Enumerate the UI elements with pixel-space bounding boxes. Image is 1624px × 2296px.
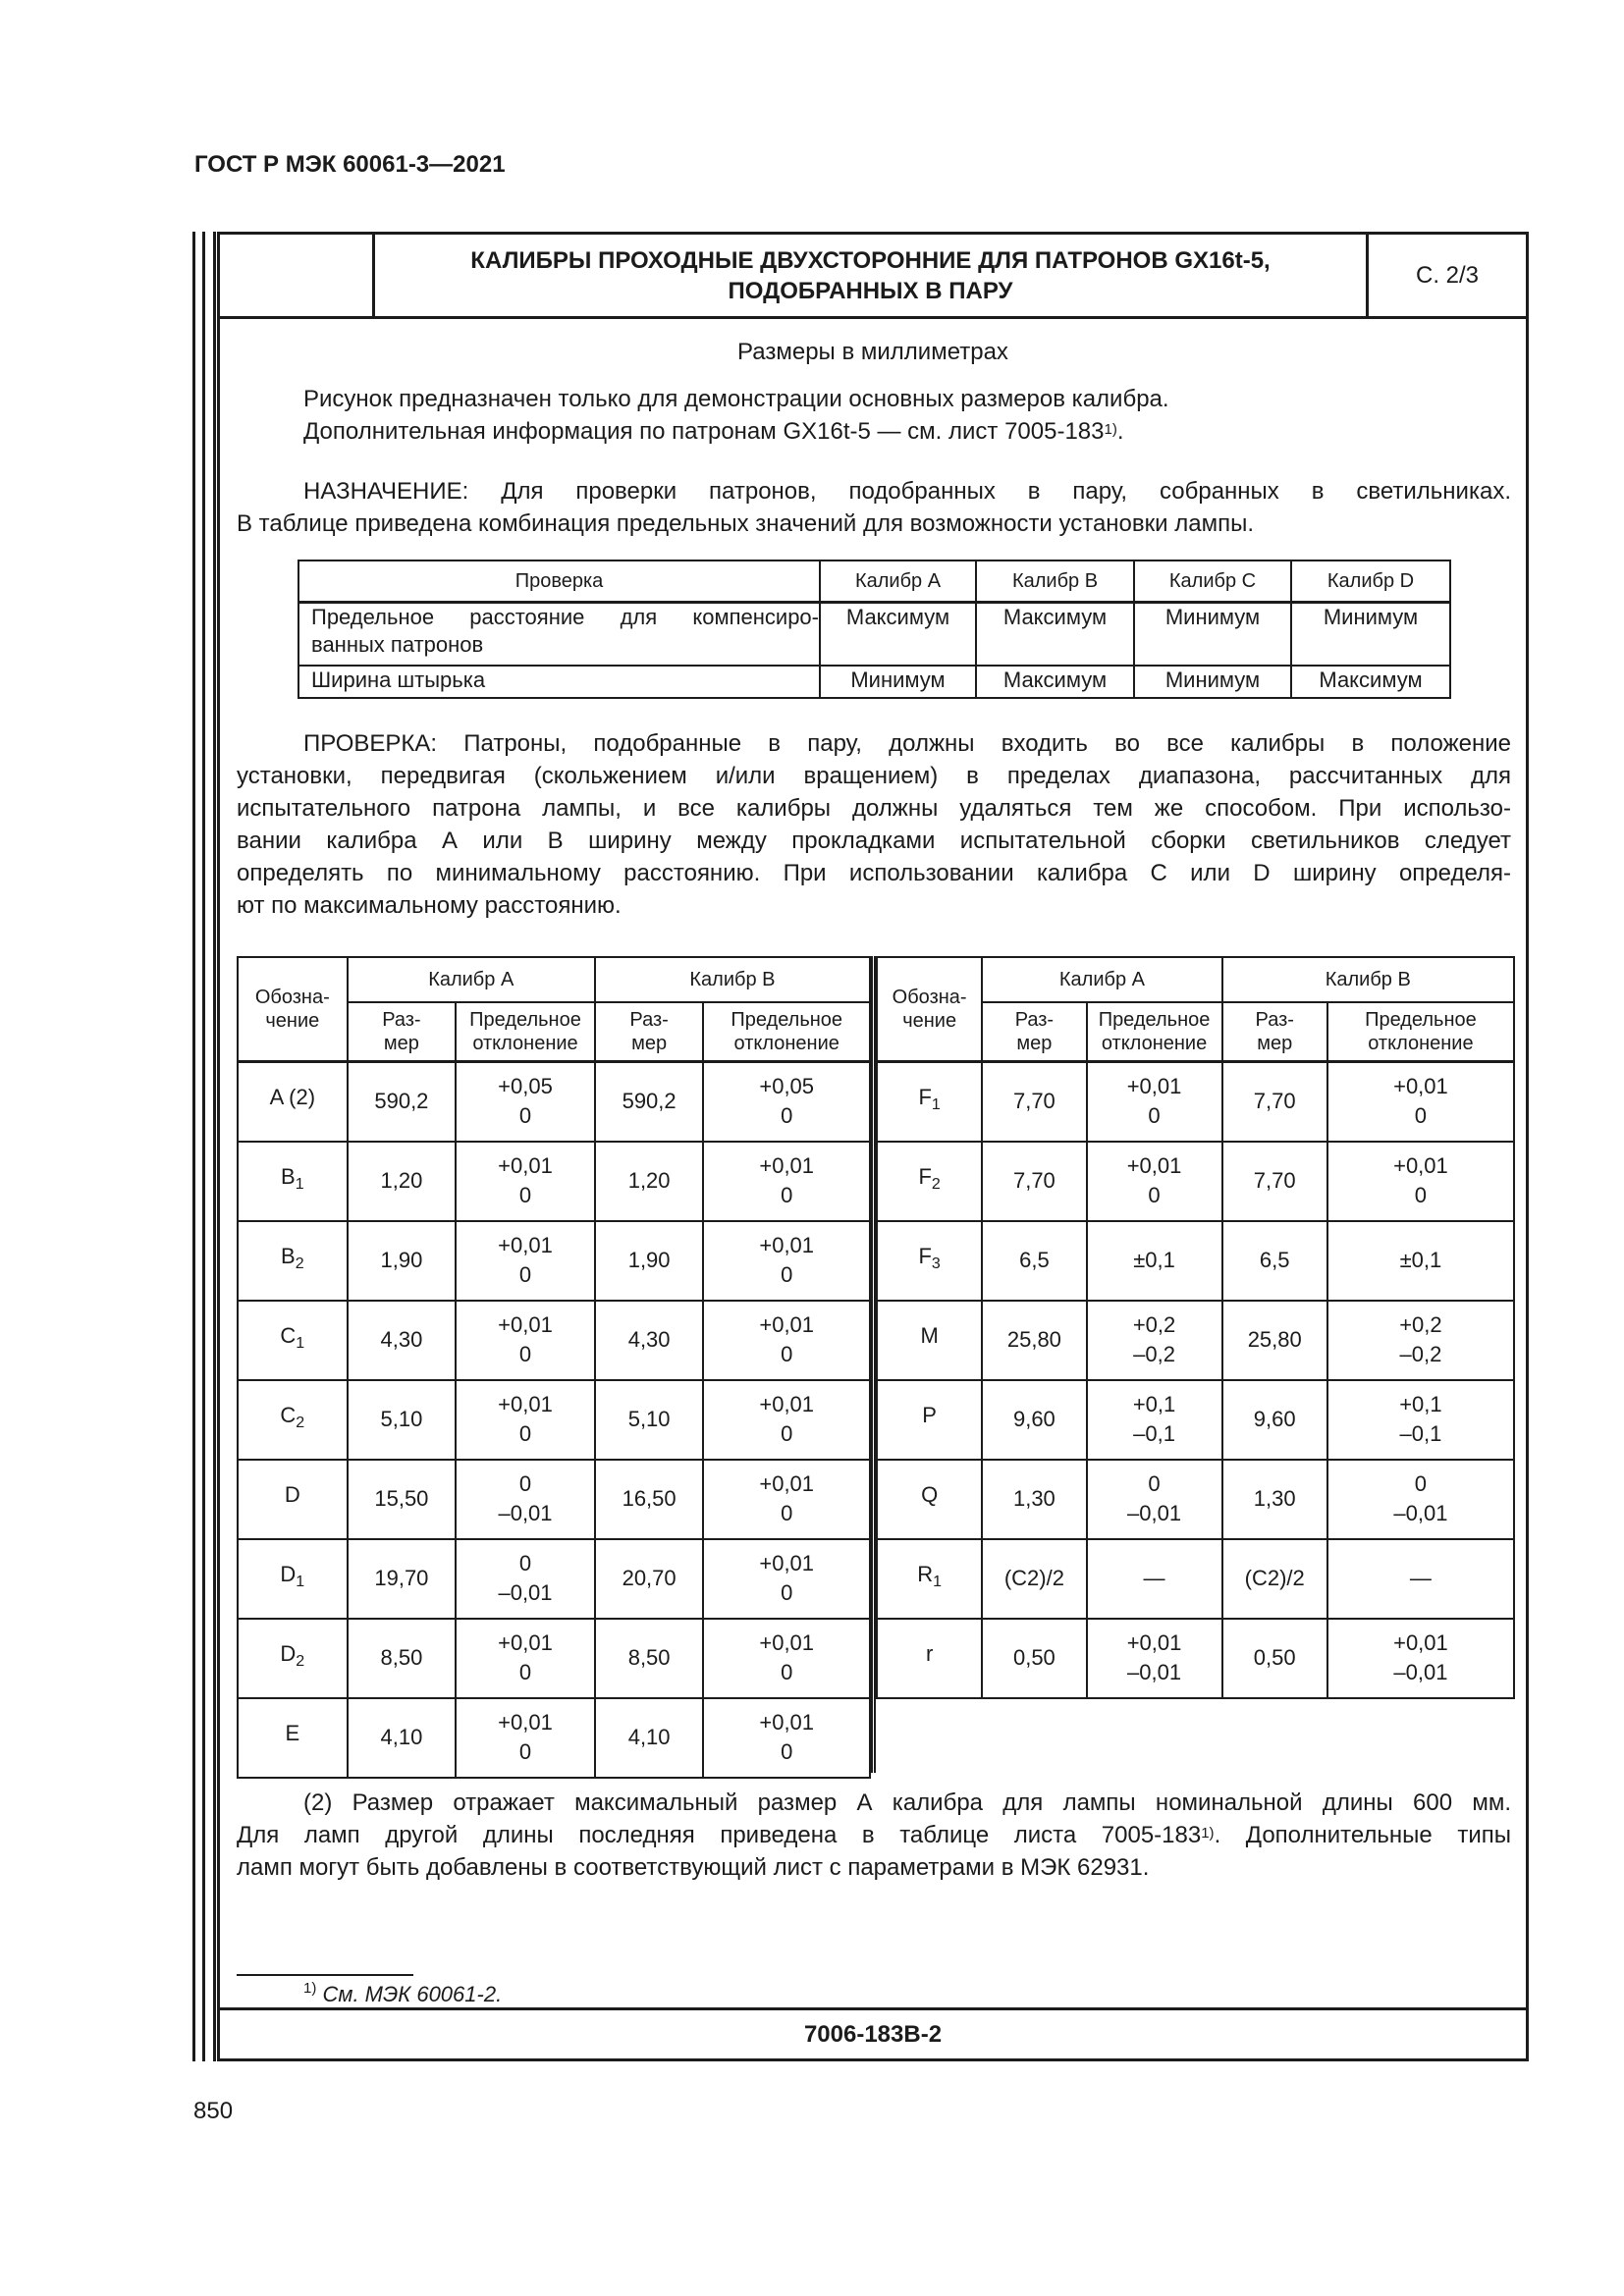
page-number: 850 bbox=[193, 2098, 234, 2124]
col-size: Раз- мер bbox=[1222, 1002, 1327, 1061]
size-cell: 7,70 bbox=[1222, 1061, 1327, 1142]
size-cell: 590,2 bbox=[348, 1061, 457, 1142]
col-deviation: Предельное отклонение bbox=[1087, 1002, 1222, 1061]
deviation-cell: +0,1 –0,1 bbox=[1087, 1380, 1222, 1460]
deviation-cell: 0 –0,01 bbox=[1087, 1460, 1222, 1539]
deviation-cell: +0,01 0 bbox=[703, 1539, 870, 1619]
dimensions-tables bbox=[237, 956, 1515, 1777]
deviation-cell: ±0,1 bbox=[1087, 1221, 1222, 1301]
size-cell: 9,60 bbox=[1222, 1380, 1327, 1460]
deviation-cell: 0 –0,01 bbox=[1327, 1460, 1514, 1539]
deviation-cell: +0,01 0 bbox=[456, 1142, 595, 1221]
units-note: Размеры в миллиметрах bbox=[737, 339, 1008, 365]
size-cell: 1,90 bbox=[348, 1221, 457, 1301]
check-header-gauge-a: Калибр А bbox=[820, 561, 976, 603]
table-row bbox=[877, 1539, 1514, 1619]
table-row bbox=[238, 1698, 870, 1778]
designation-cell: $B_1$ bbox=[238, 1142, 348, 1221]
size-cell: 6,5 bbox=[1222, 1221, 1327, 1301]
size-cell: 7,70 bbox=[982, 1061, 1086, 1142]
intro-paragraph: Рисунок предназначен только для демонстрации основных размеров калибра. Дополнительная информация по патронам GX16t-5 — см. лист 7005-183$^{1)}$. bbox=[303, 386, 1169, 445]
size-cell: 8,50 bbox=[595, 1619, 704, 1698]
size-cell: 8,50 bbox=[348, 1619, 457, 1698]
binding-margin-lines bbox=[192, 232, 216, 2061]
designation-cell: $F_2$ bbox=[877, 1142, 982, 1221]
intro-line-2: Дополнительная информация по патронам GX16t-5 — см. лист 7005-183 bbox=[303, 418, 1105, 445]
size-cell: 4,10 bbox=[348, 1698, 457, 1778]
note-paragraph: (2) Размер отражает максимальный размер А калибра для лампы номинальной длины 600 мм. Для ламп другой длины последняя приведена в таблице листа 7005-183$^{1)}$. Дополнительные типы ламп могут быть добавлены в соответствующий лист с параметрами в МЭК 62931. bbox=[237, 1789, 1511, 1881]
size-cell: 5,10 bbox=[595, 1380, 704, 1460]
size-cell: 4,30 bbox=[595, 1301, 704, 1380]
deviation-cell: +0,01 0 bbox=[703, 1460, 870, 1539]
table-row bbox=[877, 1380, 1514, 1460]
footnote-divider bbox=[237, 1974, 413, 1976]
table-row bbox=[877, 1142, 1514, 1221]
designation-cell: $F_1$ bbox=[877, 1061, 982, 1142]
deviation-cell: 0 –0,01 bbox=[456, 1539, 595, 1619]
deviation-cell: +0,2 –0,2 bbox=[1087, 1301, 1222, 1380]
size-cell: 6,5 bbox=[982, 1221, 1086, 1301]
deviation-cell: — bbox=[1087, 1539, 1222, 1619]
deviation-cell: +0,01 0 bbox=[703, 1301, 870, 1380]
check-header-gauge-b: Калибр В bbox=[976, 561, 1134, 603]
sheet-title-line-1: КАЛИБРЫ ПРОХОДНЫЕ ДВУХСТОРОННИЕ ДЛЯ ПАТРОНОВ GX16t-5, bbox=[470, 246, 1271, 274]
table-row bbox=[238, 1380, 870, 1460]
footnote-mark: 1) bbox=[303, 1980, 317, 1997]
table-row bbox=[238, 1539, 870, 1619]
table-row bbox=[238, 1061, 870, 1142]
deviation-cell: 0 –0,01 bbox=[456, 1460, 595, 1539]
col-size: Раз- мер bbox=[595, 1002, 704, 1061]
deviation-cell: +0,01 0 bbox=[703, 1619, 870, 1698]
table-row bbox=[877, 1460, 1514, 1539]
designation-cell: Q bbox=[877, 1460, 982, 1539]
size-cell: 7,70 bbox=[1222, 1142, 1327, 1221]
footnote-text: См. МЭК 60061-2. bbox=[322, 1982, 503, 2006]
deviation-cell: +0,01 0 bbox=[703, 1380, 870, 1460]
table-row bbox=[877, 1221, 1514, 1301]
col-gauge-a: Калибр А bbox=[982, 957, 1221, 1002]
designation-cell: D bbox=[238, 1460, 348, 1539]
deviation-cell: +0,01 0 bbox=[456, 1619, 595, 1698]
size-cell: 1,20 bbox=[348, 1142, 457, 1221]
size-cell: 5,10 bbox=[348, 1380, 457, 1460]
table-row: Ширина штырька Минимум Максимум Минимум Максимум bbox=[298, 666, 1450, 698]
dimensions-table-left bbox=[237, 956, 871, 1779]
deviation-cell: +0,05 0 bbox=[456, 1061, 595, 1142]
dimensions-table-right bbox=[876, 956, 1515, 1699]
footnote-ref: 1) bbox=[1104, 421, 1117, 438]
footnote-ref: 1) bbox=[1201, 1825, 1215, 1842]
designation-cell: $F_3$ bbox=[877, 1221, 982, 1301]
check-header-gauge-c: Калибр С bbox=[1134, 561, 1291, 603]
size-cell: 1,90 bbox=[595, 1221, 704, 1301]
purpose-line-1: НАЗНАЧЕНИЕ: Для проверки патронов, подобранных в пару, собранных в светильниках. bbox=[303, 478, 1511, 505]
purpose-paragraph bbox=[237, 475, 1511, 540]
size-cell: 20,70 bbox=[595, 1539, 704, 1619]
deviation-cell: +0,01 0 bbox=[456, 1698, 595, 1778]
table-row bbox=[238, 1619, 870, 1698]
size-cell: 590,2 bbox=[595, 1061, 704, 1142]
designation-cell: $R_1$ bbox=[877, 1539, 982, 1619]
col-gauge-a: Калибр А bbox=[348, 957, 595, 1002]
deviation-cell: +0,01 0 bbox=[1327, 1061, 1514, 1142]
col-size: Раз- мер bbox=[982, 1002, 1086, 1061]
deviation-cell: +0,01 0 bbox=[456, 1221, 595, 1301]
check-table bbox=[298, 560, 1451, 699]
check-header-check: Проверка bbox=[298, 561, 820, 603]
col-deviation: Предельное отклонение bbox=[703, 1002, 870, 1061]
deviation-cell: +0,01 0 bbox=[1087, 1142, 1222, 1221]
size-cell: 4,30 bbox=[348, 1301, 457, 1380]
table-row bbox=[238, 1301, 870, 1380]
table-row bbox=[877, 1301, 1514, 1380]
designation-cell: $D_1$ bbox=[238, 1539, 348, 1619]
designation-cell: $D_2$ bbox=[238, 1619, 348, 1698]
deviation-cell: +0,05 0 bbox=[703, 1061, 870, 1142]
sheet-frame bbox=[217, 232, 1529, 2061]
col-deviation: Предельное отклонение bbox=[456, 1002, 595, 1061]
table-row bbox=[877, 1619, 1514, 1698]
size-cell: 1,30 bbox=[1222, 1460, 1327, 1539]
designation-cell: M bbox=[877, 1301, 982, 1380]
designation-cell: A (2) bbox=[238, 1061, 348, 1142]
size-cell: 4,10 bbox=[595, 1698, 704, 1778]
col-gauge-b: Калибр В bbox=[595, 957, 870, 1002]
table-row: Предельное расстояние для компенсиро- ванных патронов Максимум Максимум Минимум Минимум bbox=[298, 603, 1450, 667]
deviation-cell: +0,2 –0,2 bbox=[1327, 1301, 1514, 1380]
sheet-title bbox=[375, 235, 1369, 316]
deviation-cell: ±0,1 bbox=[1327, 1221, 1514, 1301]
sheet-page-indicator: С. 2/3 bbox=[1415, 261, 1480, 289]
size-cell: 7,70 bbox=[982, 1142, 1086, 1221]
col-size: Раз- мер bbox=[348, 1002, 457, 1061]
deviation-cell: +0,01 –0,01 bbox=[1327, 1619, 1514, 1698]
deviation-cell: +0,01 0 bbox=[703, 1142, 870, 1221]
purpose-line-2: В таблице приведена комбинация предельных значений для возможности установки лампы. bbox=[237, 510, 1254, 537]
deviation-cell: +0,01 0 bbox=[1087, 1061, 1222, 1142]
designation-cell: $C_2$ bbox=[238, 1380, 348, 1460]
col-designation: Обозна- чение bbox=[238, 957, 348, 1061]
table-row bbox=[238, 1142, 870, 1221]
deviation-cell: +0,01 0 bbox=[703, 1221, 870, 1301]
title-blank-cell bbox=[220, 235, 375, 316]
col-gauge-b: Калибр В bbox=[1222, 957, 1514, 1002]
deviation-cell: +0,1 –0,1 bbox=[1327, 1380, 1514, 1460]
size-cell: 15,50 bbox=[348, 1460, 457, 1539]
size-cell: 25,80 bbox=[982, 1301, 1086, 1380]
size-cell: 25,80 bbox=[1222, 1301, 1327, 1380]
size-cell: 16,50 bbox=[595, 1460, 704, 1539]
footnote bbox=[303, 1982, 502, 2007]
size-cell: (C2)/2 bbox=[1222, 1539, 1327, 1619]
deviation-cell: +0,01 –0,01 bbox=[1087, 1619, 1222, 1698]
designation-cell: r bbox=[877, 1619, 982, 1698]
deviation-cell: +0,01 0 bbox=[703, 1698, 870, 1778]
size-cell: 0,50 bbox=[982, 1619, 1086, 1698]
deviation-cell: — bbox=[1327, 1539, 1514, 1619]
deviation-cell: +0,01 0 bbox=[456, 1301, 595, 1380]
intro-line-1: Рисунок предназначен только для демонстрации основных размеров калибра. bbox=[303, 386, 1169, 412]
table-row bbox=[238, 1221, 870, 1301]
designation-cell: E bbox=[238, 1698, 348, 1778]
table-row bbox=[238, 1460, 870, 1539]
size-cell: (C2)/2 bbox=[982, 1539, 1086, 1619]
deviation-cell: +0,01 0 bbox=[1327, 1142, 1514, 1221]
sheet-code: 7006-183B-2 bbox=[220, 2007, 1526, 2058]
size-cell: 1,30 bbox=[982, 1460, 1086, 1539]
size-cell: 1,20 bbox=[595, 1142, 704, 1221]
col-deviation: Предельное отклонение bbox=[1327, 1002, 1514, 1061]
deviation-cell: +0,01 0 bbox=[456, 1380, 595, 1460]
size-cell: 19,70 bbox=[348, 1539, 457, 1619]
designation-cell: $B_2$ bbox=[238, 1221, 348, 1301]
standard-header: ГОСТ Р МЭК 60061-3—2021 bbox=[194, 151, 506, 178]
sheet-title-line-2: ПОДОБРАННЫХ В ПАРУ bbox=[728, 277, 1013, 304]
col-designation: Обозна- чение bbox=[877, 957, 982, 1061]
check-header-gauge-d: Калибр D bbox=[1291, 561, 1450, 603]
size-cell: 9,60 bbox=[982, 1380, 1086, 1460]
size-cell: 0,50 bbox=[1222, 1619, 1327, 1698]
check-table-header bbox=[298, 561, 1450, 603]
designation-cell: P bbox=[877, 1380, 982, 1460]
table-row bbox=[877, 1061, 1514, 1142]
title-row bbox=[220, 235, 1526, 319]
check-paragraph: ПРОВЕРКА: Патроны, подобранные в пару, должны входить во все калибры в положение установки, передвигая (скольжением и/или вращением) в пределах диапазона, рассчитанных для испытательного патрона лампы, и все калибры должны удаляться тем же способом. При использо- вании калибра А или В ширину между прокладками испытательной сборки светильников следует определять по минимальному расстоянию. При использовании калибра С или D ширину определя- ют по максимальному расстоянию. bbox=[237, 730, 1511, 919]
designation-cell: $C_1$ bbox=[238, 1301, 348, 1380]
